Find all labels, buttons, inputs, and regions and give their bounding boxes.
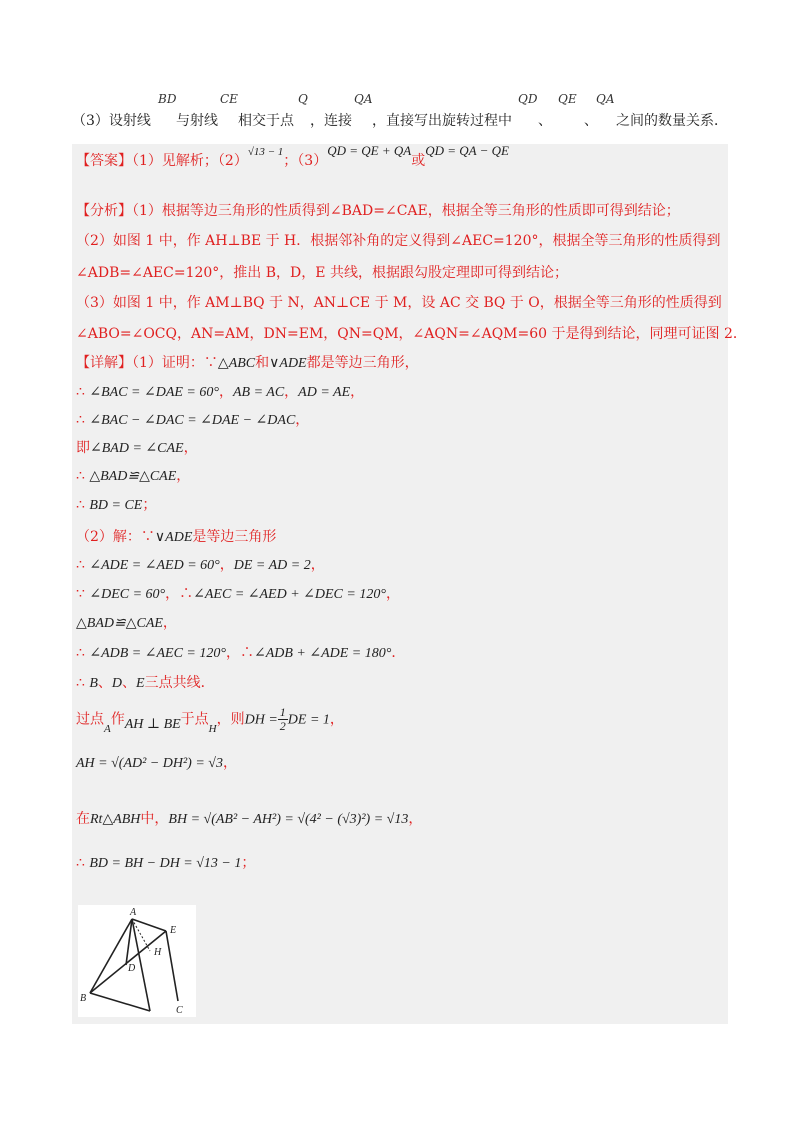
detail-line-7 — [76, 526, 276, 546]
detail-text: 、 — [122, 675, 137, 691]
detail-math: AH ⊥ BE — [124, 716, 181, 732]
q3-math-bd: BD — [158, 92, 177, 106]
detail-text: 、 — [97, 675, 112, 691]
detail-text: ， — [295, 412, 310, 428]
detail-math: △BAD≌△CAE — [76, 616, 163, 631]
detail-line-14 — [76, 752, 237, 772]
detail-math: ∠BAD = ∠CAE — [90, 441, 184, 456]
detail-math: DE = AD = 2 — [233, 558, 311, 573]
analysis-line-5: ∠ABO=∠OCQ，AN=AM，DN=EM，QN=QM，∠AQN=∠AQM=60 于是得到结论，同理可证图 2． — [76, 326, 747, 342]
detail-text: ， — [176, 468, 191, 484]
q3-sep: 、 — [538, 113, 552, 129]
detail-text: 和 — [255, 355, 270, 371]
segment-ec — [166, 931, 178, 1001]
detail-text: 三点共线． — [144, 675, 215, 691]
q3-math-qd: QD — [518, 92, 538, 106]
detail-text: （1）证明：∵ — [132, 355, 218, 371]
q3-math-q: Q — [298, 92, 308, 106]
detail-line-8 — [76, 554, 325, 574]
detail-math: AB = AC — [232, 385, 285, 400]
detail-label: 【详解】 — [76, 355, 132, 371]
detail-text: 是等边三角形 — [192, 529, 277, 545]
detail-math: AD = AE — [298, 385, 351, 400]
detail-text: ， — [385, 586, 400, 602]
question-3 — [72, 92, 732, 132]
detail-math: A — [104, 722, 111, 735]
geometry-figure — [78, 905, 196, 1017]
detail-math: Rt△ABH — [90, 812, 141, 827]
detail-math: BH = √(AB² − AH²) = √(4² − (√3)²) = √13 — [168, 812, 409, 827]
detail-line-15 — [76, 808, 422, 828]
answer-text: ；（3） — [283, 153, 328, 169]
detail-text: ， — [219, 557, 234, 573]
detail-math: ∠AEC = ∠AED + ∠DEC = 120° — [193, 587, 386, 602]
detail-line-5 — [76, 465, 190, 485]
analysis-line-4: （3）如图 1 中，作 AM⊥BQ 于 N，AN⊥CE 于 M，设 AC 交 BQ 于 O，根据全等三角形的性质得到 — [76, 295, 722, 311]
detail-math: ∨ADE — [154, 530, 193, 545]
detail-math: DE = 1 — [287, 712, 330, 728]
answer-sqrt: √13 − 1 — [247, 146, 284, 158]
geometry-figure-svg — [78, 905, 196, 1017]
detail-math: ∠ADB + ∠ADE = 180° — [253, 646, 392, 661]
detail-text: ， — [350, 384, 365, 400]
q3-text: ，连接 — [310, 113, 352, 129]
detail-text: ∴ — [76, 384, 90, 400]
detail-text: ， — [310, 557, 325, 573]
detail-math: ∠DEC = 60° — [89, 587, 166, 602]
detail-text: 过点 — [76, 711, 104, 728]
detail-text: ， — [183, 440, 198, 456]
detail-text: ，∴ — [165, 586, 194, 602]
answer-line — [76, 143, 509, 170]
detail-math: ∠BAC − ∠DAC = ∠DAE − ∠DAC — [89, 413, 296, 428]
detail-math: △BAD≌△CAE — [89, 469, 177, 484]
detail-text: ， — [162, 615, 177, 631]
label-e: E — [170, 925, 177, 936]
detail-line-3 — [76, 409, 309, 429]
detail-text: ，∴ — [225, 645, 254, 661]
detail-text: ，则 — [216, 711, 245, 728]
detail-text: ， — [222, 755, 237, 771]
fraction-denominator: 2 — [279, 719, 286, 733]
detail-math: E — [136, 676, 145, 691]
segment-ab — [90, 919, 132, 993]
detail-line-16 — [76, 852, 255, 872]
detail-line-4 — [76, 437, 198, 457]
q3-text: ，直接写出旋转过程中 — [372, 113, 512, 129]
label-c: C — [176, 1005, 183, 1016]
answer-or: 或 — [411, 153, 426, 169]
detail-line-11 — [76, 642, 405, 662]
detail-line-1 — [76, 352, 419, 372]
analysis-line-1 — [76, 200, 680, 220]
analysis-text: （1）根据等边三角形的性质得到∠BAD=∠CAE，根据全等三角形的性质即可得到结论； — [132, 203, 680, 219]
q3-prefix: （3）设射线 — [72, 113, 151, 129]
q3-math-ce: CE — [220, 92, 238, 106]
detail-text: ∴ — [76, 675, 90, 691]
detail-text: 中， — [140, 811, 169, 827]
detail-text: ， — [284, 384, 299, 400]
segment-bc — [90, 993, 150, 1011]
detail-line-12 — [76, 672, 215, 692]
label-b: B — [80, 993, 87, 1004]
segment-ae — [132, 919, 166, 931]
analysis-label: 【分析】 — [76, 203, 132, 219]
detail-text: ∴ — [76, 468, 90, 484]
detail-text: ∵ — [76, 586, 90, 602]
detail-math: DH = — [244, 712, 278, 728]
answer-label: 【答案】 — [76, 153, 132, 169]
detail-text: （2）解：∵ — [76, 529, 155, 545]
q3-math-qa: QA — [354, 92, 373, 106]
segment-be — [90, 931, 166, 993]
detail-math: B — [89, 676, 98, 691]
answer-eq1: QD = QE + QA — [327, 143, 412, 158]
detail-line-13 — [76, 706, 344, 733]
detail-text: ； — [142, 497, 157, 513]
detail-math: BD = CE — [89, 498, 143, 513]
detail-text: ∴ — [76, 557, 90, 573]
detail-math: ∠ADE = ∠AED = 60° — [89, 558, 220, 573]
detail-math: AH = √(AD² − DH²) = √3 — [76, 756, 223, 771]
detail-line-9 — [76, 583, 400, 603]
detail-math: BD = BH − DH = √13 − 1 — [89, 856, 242, 871]
q3-text: 之间的数量关系． — [616, 113, 728, 129]
detail-text: 都是等边三角形， — [306, 355, 419, 371]
detail-line-10 — [76, 612, 177, 632]
detail-math: D — [111, 676, 123, 691]
label-a: A — [130, 907, 137, 918]
detail-text: ∴ — [76, 855, 90, 871]
detail-text: 于点 — [180, 711, 209, 728]
detail-line-2 — [76, 381, 364, 401]
detail-text: 作 — [110, 711, 125, 728]
q3-text: 与射线 — [176, 113, 218, 129]
q3-math-qa2: QA — [596, 92, 615, 106]
answer-text: （1）见解析；（2） — [132, 153, 248, 169]
detail-math: △ABC — [217, 356, 256, 371]
detail-text: 即 — [76, 440, 90, 456]
detail-math: ∠ADB = ∠AEC = 120° — [89, 646, 226, 661]
q3-math-qe: QE — [558, 92, 577, 106]
detail-text: 在 — [76, 811, 90, 827]
detail-math: ∨ADE — [269, 356, 307, 371]
fraction-half — [278, 706, 288, 733]
detail-math: H — [208, 722, 217, 735]
analysis-line-3: ∠ADB=∠AEC=120°，推出 B，D，E 共线，根据跟勾股定理即可得到结论； — [76, 265, 568, 281]
detail-text: ∴ — [76, 497, 90, 513]
q3-sep: 、 — [584, 113, 598, 129]
detail-text: ， — [218, 384, 233, 400]
detail-text: ∴ — [76, 412, 90, 428]
analysis-line-2: （2）如图 1 中，作 AH⊥BE 于 H．根据邻补角的定义得到∠AEC=120°，根据全等三角形的性质得到 — [76, 233, 721, 249]
detail-line-6 — [76, 494, 156, 514]
detail-text: ， — [408, 811, 423, 827]
q3-text: 相交于点 — [238, 113, 294, 129]
label-d: D — [128, 963, 136, 974]
detail-text: ． — [391, 645, 406, 661]
detail-text: ， — [329, 711, 344, 728]
detail-math: ∠BAC = ∠DAE = 60° — [89, 385, 219, 400]
fraction-numerator: 1 — [279, 705, 286, 719]
detail-text: ； — [241, 855, 256, 871]
label-h: H — [154, 947, 162, 958]
answer-eq2: QD = QA − QE — [425, 143, 509, 158]
detail-text: ∴ — [76, 645, 90, 661]
